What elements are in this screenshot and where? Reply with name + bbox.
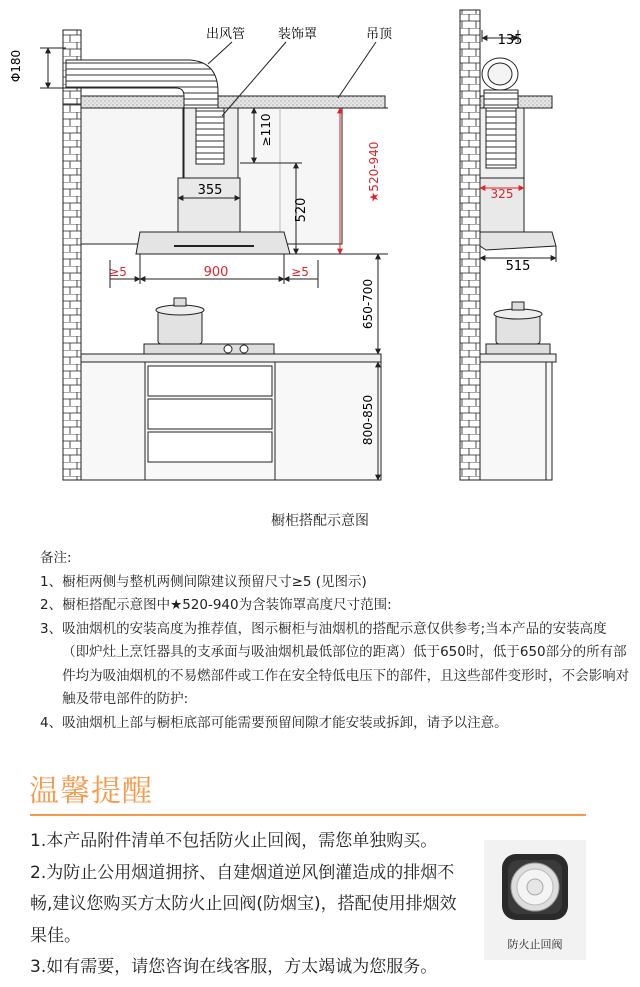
product-card <box>484 840 586 960</box>
dim-side-hood-depth: 325 <box>490 187 514 201</box>
tips-heading: 温馨提醒 <box>29 774 153 809</box>
range-hood <box>136 232 290 254</box>
counter-top <box>81 354 381 362</box>
side-base-cabinet <box>480 362 552 480</box>
note-item <box>40 712 630 736</box>
side-brick-wall <box>460 10 480 480</box>
tip-line: 1.本产品附件清单不包括防火止回阀，需您单独购买。 <box>30 831 438 851</box>
cooktop <box>144 344 274 354</box>
label-outlet-pipe: 出风管 <box>206 27 246 42</box>
note-number: 1、 <box>40 573 63 590</box>
side-range-hood <box>480 232 556 250</box>
tip-line: 2.为防止公用烟道拥挤、自建烟道逆风倒灌造成的排烟不畅,建议您购买方太防火止回阀(防烟宝)，搭配使用排烟效果佳。 <box>30 862 457 946</box>
tips-divider <box>30 814 586 816</box>
note-number: 2、 <box>40 597 63 613</box>
upper-cabinet-left <box>81 108 183 244</box>
diagram-caption: 橱柜搭配示意图 <box>271 513 369 529</box>
note-text: 橱柜搭配示意图中★520-940为含装饰罩高度尺寸范围: <box>62 597 392 613</box>
dim-side-pipe: 135 <box>497 33 523 48</box>
dim-hood-width: 355 <box>197 183 223 198</box>
note-number: 3、 <box>40 620 63 637</box>
fire-check-valve-icon <box>484 840 586 936</box>
dim-pipe-diameter: Φ180 <box>9 49 23 83</box>
label-decor-cover: 装饰罩 <box>278 27 318 42</box>
left-brick-wall <box>63 104 81 480</box>
note-text: 吸油烟机上部与橱柜底部可能需要预留间隙才能安装或拆卸，请予以注意。 <box>62 714 508 731</box>
tip-line: 3.如有需要，请您咨询在线客服，方太竭诚为您服务。 <box>30 957 438 977</box>
notes-title: 备注: <box>40 550 72 566</box>
tips-list <box>30 826 470 984</box>
ceiling-slab <box>81 96 385 108</box>
note-text: 吸油烟机的安装高度为推荐值，图示橱柜与油烟机的搭配示意仅供参考;当本产品的安装高度（即炉灶上烹饪器具的支承面与吸油烟机最低部位的距离）低于650时，低于650部分的所有部件均为吸油烟机的不易燃部件或工作在安全特低电压下的部件，且这些部件变形时，不会影响对触及带电部件的防护: <box>62 620 630 707</box>
dim-hood-span: 900 <box>203 265 229 280</box>
note-text: 橱柜两侧与整机两侧间隙建议预留尺寸≥5 (见图示) <box>62 573 367 590</box>
dim-hood-height: 520 <box>294 197 309 223</box>
label-ceiling: 吊顶 <box>366 27 393 42</box>
dim-min-gap-top: ≥110 <box>259 113 273 147</box>
product-label: 防火止回阀 <box>507 938 563 951</box>
notes-section <box>40 547 630 735</box>
dim-gap-left: ≥5 <box>109 265 127 279</box>
dim-side-total-depth: 515 <box>505 259 531 274</box>
note-number: 4、 <box>40 714 63 731</box>
note-item <box>40 571 630 595</box>
side-counter-top <box>480 354 556 362</box>
dim-gap-right: ≥5 <box>291 265 309 279</box>
dim-counter-height: 800-850 <box>361 394 375 446</box>
dim-install-height: 650-700 <box>361 278 375 330</box>
note-item <box>40 618 630 712</box>
note-item <box>40 594 630 618</box>
dim-star-height: ★520-940 <box>367 141 381 203</box>
